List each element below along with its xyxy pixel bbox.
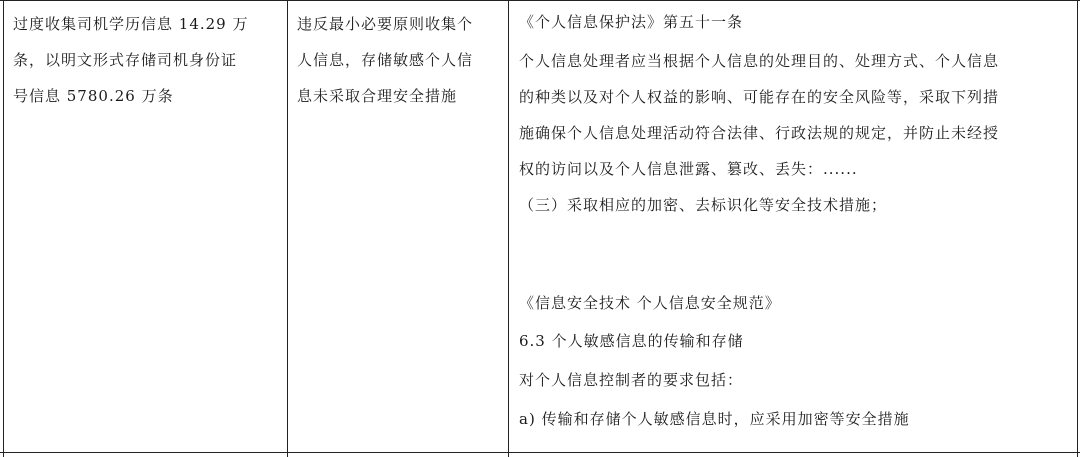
violation-type-line: 人信息，存储敏感个人信 xyxy=(297,51,474,69)
column-divider-right xyxy=(1077,0,1078,457)
violation-type-line: 息未采取合理安全措施 xyxy=(297,87,458,105)
legal-basis-line: 的种类以及对个人权益的影响、可能存在的安全风险等，采取下列措 xyxy=(519,88,1000,106)
table-bottom-border xyxy=(0,452,1080,453)
standard-clause-line: 对个人信息控制者的要求包括： xyxy=(519,371,744,389)
table-top-border xyxy=(0,0,1080,1)
legal-basis-title: 《个人信息保护法》第五十一条 xyxy=(519,13,744,31)
column-divider-2 xyxy=(508,0,509,457)
legal-basis-line: 权的访问以及个人信息泄露、篡改、丢失：...... xyxy=(519,160,858,178)
legal-basis-line: 个人信息处理者应当根据个人信息的处理目的、处理方式、个人信息 xyxy=(519,52,1000,70)
violation-facts-line: 过度收集司机学历信息 14.29 万 xyxy=(13,15,249,33)
standard-clause-line: a) 传输和存储个人敏感信息时，应采用加密等安全措施 xyxy=(519,410,910,428)
column-divider-1 xyxy=(287,0,288,457)
standard-title: 《信息安全技术 个人信息安全规范》 xyxy=(519,294,781,312)
legal-basis-line: 施确保个人信息处理活动符合法律、行政法规的规定，并防止未经授 xyxy=(519,124,1000,142)
violation-facts-line: 条，以明文形式存储司机身份证 xyxy=(13,51,238,69)
violation-facts-line: 号信息 5780.26 万条 xyxy=(13,87,174,105)
column-divider-left xyxy=(3,0,4,457)
standard-clause-heading: 6.3 个人敏感信息的传输和存储 xyxy=(519,332,744,350)
legal-basis-line: （三）采取相应的加密、去标识化等安全技术措施； xyxy=(519,196,888,214)
violation-type-line: 违反最小必要原则收集个 xyxy=(297,15,474,33)
